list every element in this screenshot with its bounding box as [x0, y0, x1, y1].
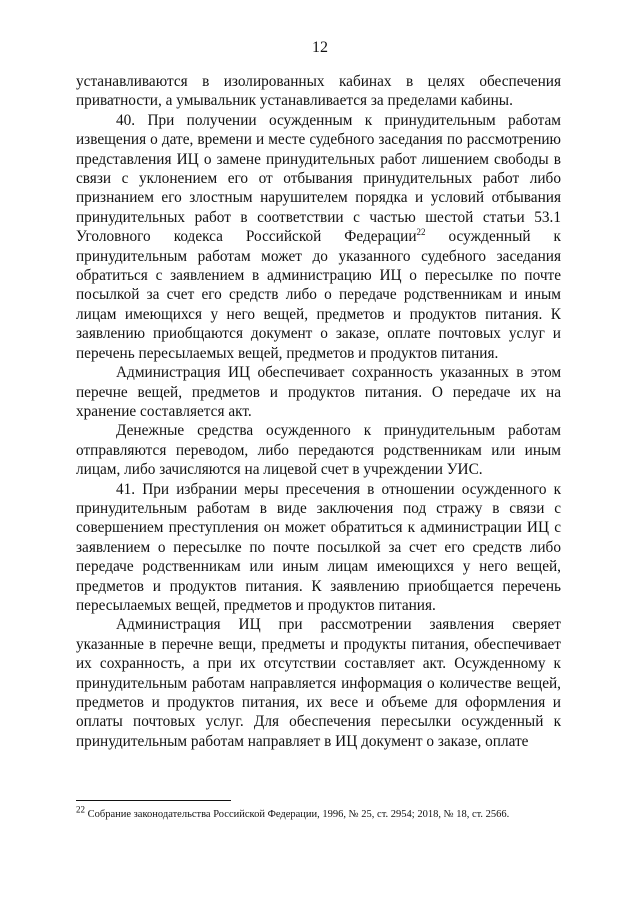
- paragraph-41: 41. При избрании меры пресечения в отношении осужденного к принудительным работам в виде заключения под стражу в связи с совершением преступления он может обратиться к администрации ИЦ с заявлением о пересылке по почте посылкой за счет его средств либо передаче родственникам или иным лицам имеющихся у него вещей, предметов и продуктов питания. К заявлению приобщается перечень пересылаемых вещей, предметов и продуктов питания.: [76, 480, 561, 614]
- paragraph-40-text: 40. При получении осужденным к принудительным работам извещения о дате, времени и месте судебного заседания по рассмотрению представления ИЦ о замене принудительных работ лишением свободы в связи с уклонением его от отбывания принудительных работ либо признанием его злостным нарушителем порядка и условий отбывания принудительных работ в соответствии с частью шестой статьи 53.1 Уголовного кодекса Российской Федерации: [76, 111, 561, 246]
- page-number: 12: [312, 39, 328, 56]
- footnote: [76, 804, 561, 821]
- footnote-marker: 22: [76, 804, 85, 815]
- footnote-ref[interactable]: 22: [416, 227, 426, 238]
- paragraph-40-cont: осужденный к принудительным работам может до указанного судебного заседания обратиться с заявлением в администрацию ИЦ о пересылке по почте посылкой за счет его средств либо о передаче родственникам и иным лицам имеющихся у него вещей, предметов и продуктов питания. К заявлению приобщаются документ о заказе, оплате почтовых услуг и перечень пересылаемых вещей, предметов и продуктов питания.: [76, 228, 561, 362]
- paragraph-continuation: устанавливаются в изолированных кабинах в целях обеспечения приватности, а умывальник устанавливается за пределами кабины.: [76, 73, 561, 110]
- paragraph-storage: Администрация ИЦ обеспечивает сохранность указанных в этом перечне вещей, предметов и продуктов питания. О передаче их на хранение составляется акт.: [76, 364, 561, 420]
- footnote-divider: [76, 800, 231, 801]
- paragraph-money: Денежные средства осужденного к принудительным работам отправляются переводом, либо передаются родственникам или иным лицам, либо зачисляются на лицевой счет в учреждении УИС.: [76, 422, 561, 479]
- paragraph-administration: Администрация ИЦ при рассмотрении заявления сверяет указанные в перечне вещи, предметы и продукты питания, обеспечивает их сохранность, а при их отсутствии составляет акт. Осужденному к принудительным работам направляется информация о количестве вещей, предметов и продуктов питания, их весе и объеме для оформления и оплаты почтовых услуг. Для обеспечения пересылки осужденный к принудительным работам направляет в ИЦ документ о заказе, оплате: [76, 616, 561, 750]
- footnote-text: Собрание законодательства Российской Федерации, 1996, № 25, ст. 2954; 2018, № 18, ст. 2566.: [87, 809, 510, 820]
- paragraph-40: [76, 111, 561, 363]
- document-body: [76, 72, 561, 751]
